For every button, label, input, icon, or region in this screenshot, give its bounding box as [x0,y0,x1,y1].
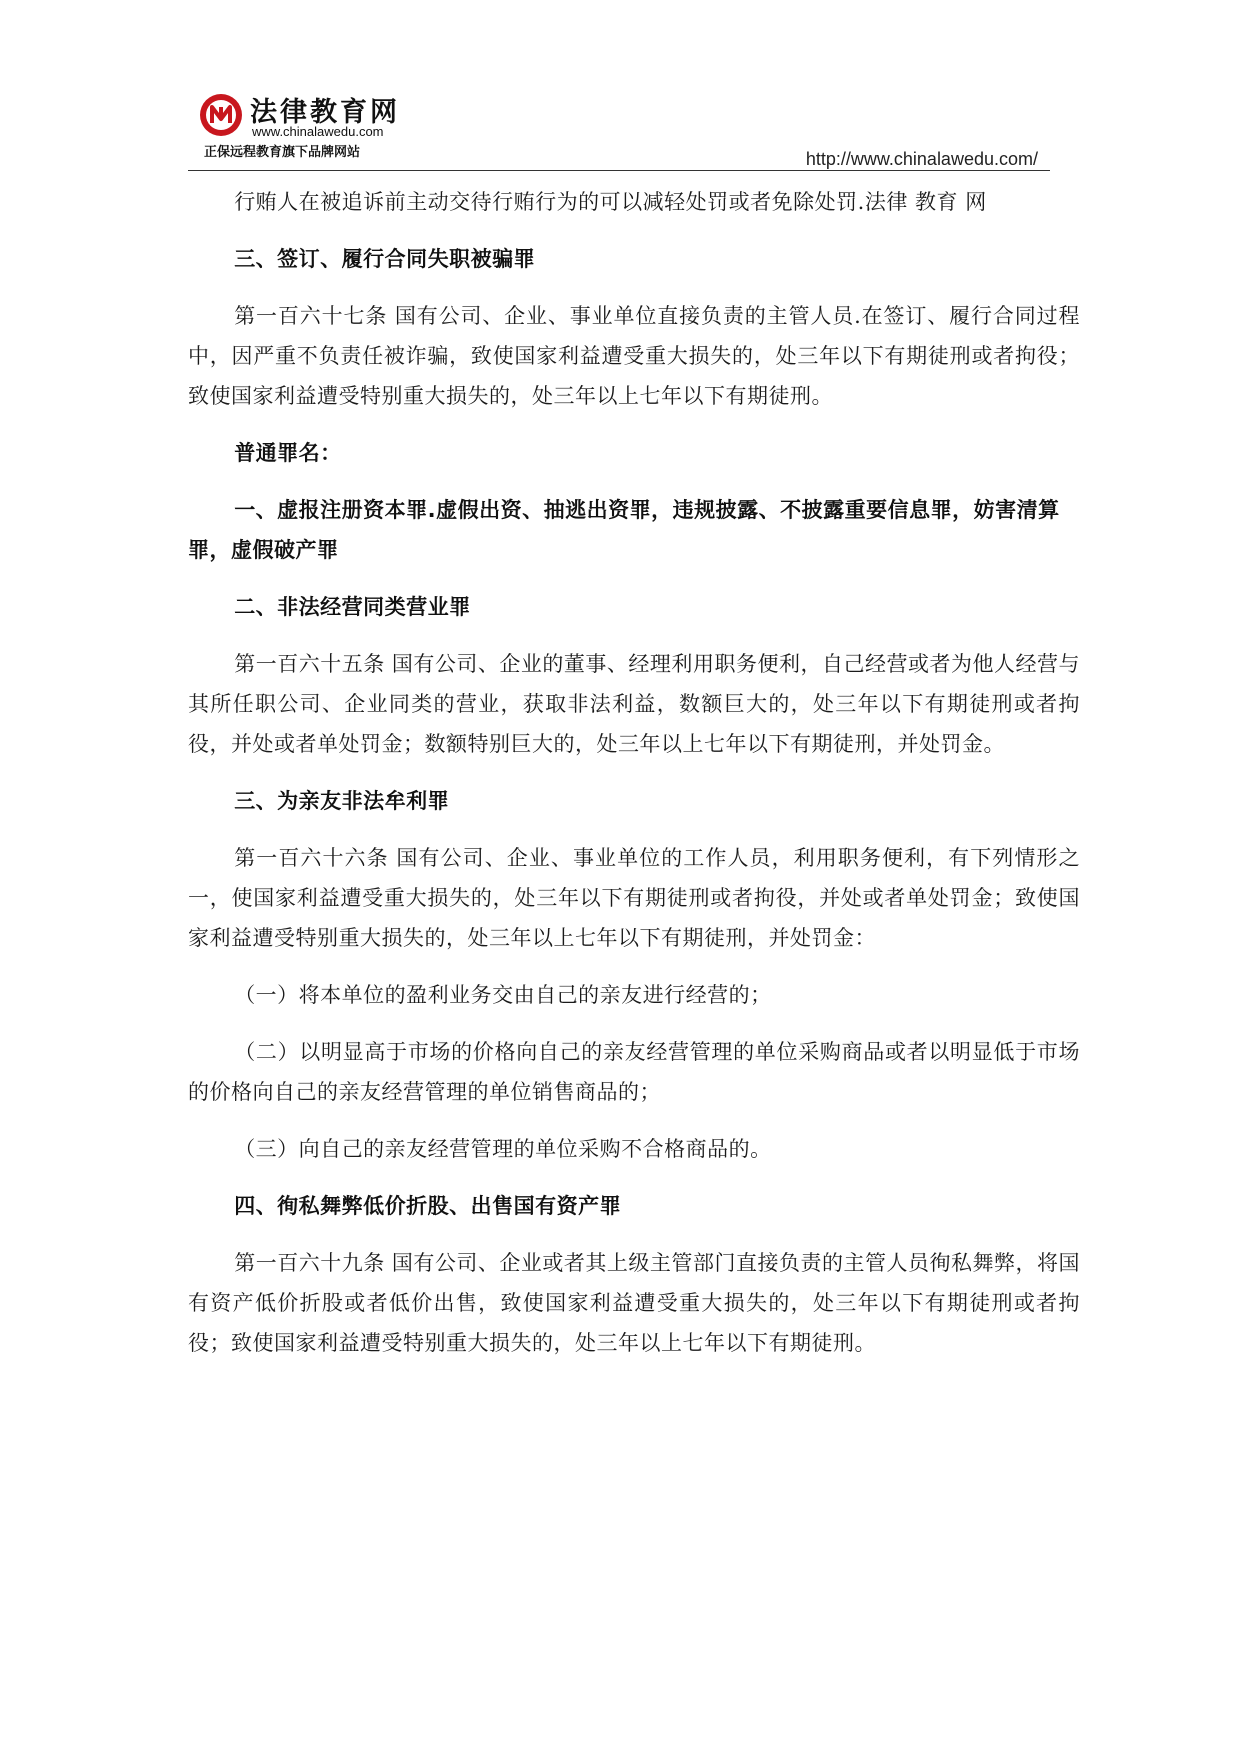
heading-state-assets: 四、徇私舞弊低价折股、出售国有资产罪 [234,1194,622,1218]
header-url-link[interactable]: http://www.chinalawedu.com/ [805,149,1038,169]
list-item-2: （二）以明显高于市场的价格向自己的亲友经营管理的单位采购商品或者以明显低于市场的价格向自己的亲友经营管理的单位销售商品的； [188,1040,1080,1104]
header-divider [188,170,1050,171]
paragraph-article-169: 第一百六十九条 国有公司、企业或者其上级主管部门直接负责的主管人员徇私舞弊，将国有资产低价折股或者低价出售，致使国家利益遭受重大损失的，处三年以下有期徒刑或者拘役；致使国家利益遭受特别重大损失的，处三年以上七年以下有期徒刑。 [188,1251,1080,1355]
logo-tagline: 正保远程教育旗下品牌网站 [204,145,361,160]
list-item-3: （三）向自己的亲友经营管理的单位采购不合格商品的。 [234,1137,772,1161]
logo-mark-icon [198,92,244,138]
paragraph-article-165: 第一百六十五条 国有公司、企业的董事、经理利用职务便利，自己经营或者为他人经营与其所任职公司、企业同类的营业，获取非法利益，数额巨大的，处三年以下有期徒刑或者拘役，并处或者单处罚金；数额特别巨大的，处三年以上七年以下有期徒刑，并处罚金。 [188,652,1080,756]
logo-title: 法律教育网 [250,97,400,128]
paragraph-article-167: 第一百六十七条 国有公司、企业、事业单位直接负责的主管人员.在签订、履行合同过程中，因严重不负责任被诈骗，致使国家利益遭受重大损失的，处三年以下有期徒刑或者拘役；致使国家利益遭受特别重大损失的，处三年以上七年以下有期徒刑。 [188,304,1080,408]
paragraph-bribery-mitigation: 行贿人在被追诉前主动交待行贿行为的可以减轻处罚或者免除处罚.法律 教育 网 [234,190,987,214]
logo-url: www.chinalawedu.com [252,124,384,139]
heading-contract-fraud: 三、签订、履行合同失职被骗罪 [234,247,536,271]
heading-false-capital: 一、虚报注册资本罪.虚假出资、抽逃出资罪，违规披露、不披露重要信息罪，妨害清算罪，虚假破产罪 [188,498,1060,562]
paragraph-article-166: 第一百六十六条 国有公司、企业、事业单位的工作人员，利用职务便利，有下列情形之一，使国家利益遭受重大损失的，处三年以下有期徒刑或者拘役，并处或者单处罚金；致使国家利益遭受特别重大损失的，处三年以上七年以下有期徒刑，并处罚金： [188,846,1080,950]
page-header [188,88,1050,174]
heading-relatives-profit: 三、为亲友非法牟利罪 [234,789,450,813]
heading-illegal-business: 二、非法经营同类营业罪 [234,595,471,619]
site-logo[interactable] [198,88,448,162]
heading-ordinary-crimes: 普通罪名： [234,441,342,465]
document-body [188,182,1080,1363]
list-item-1: （一）将本单位的盈利业务交由自己的亲友进行经营的； [234,983,772,1007]
